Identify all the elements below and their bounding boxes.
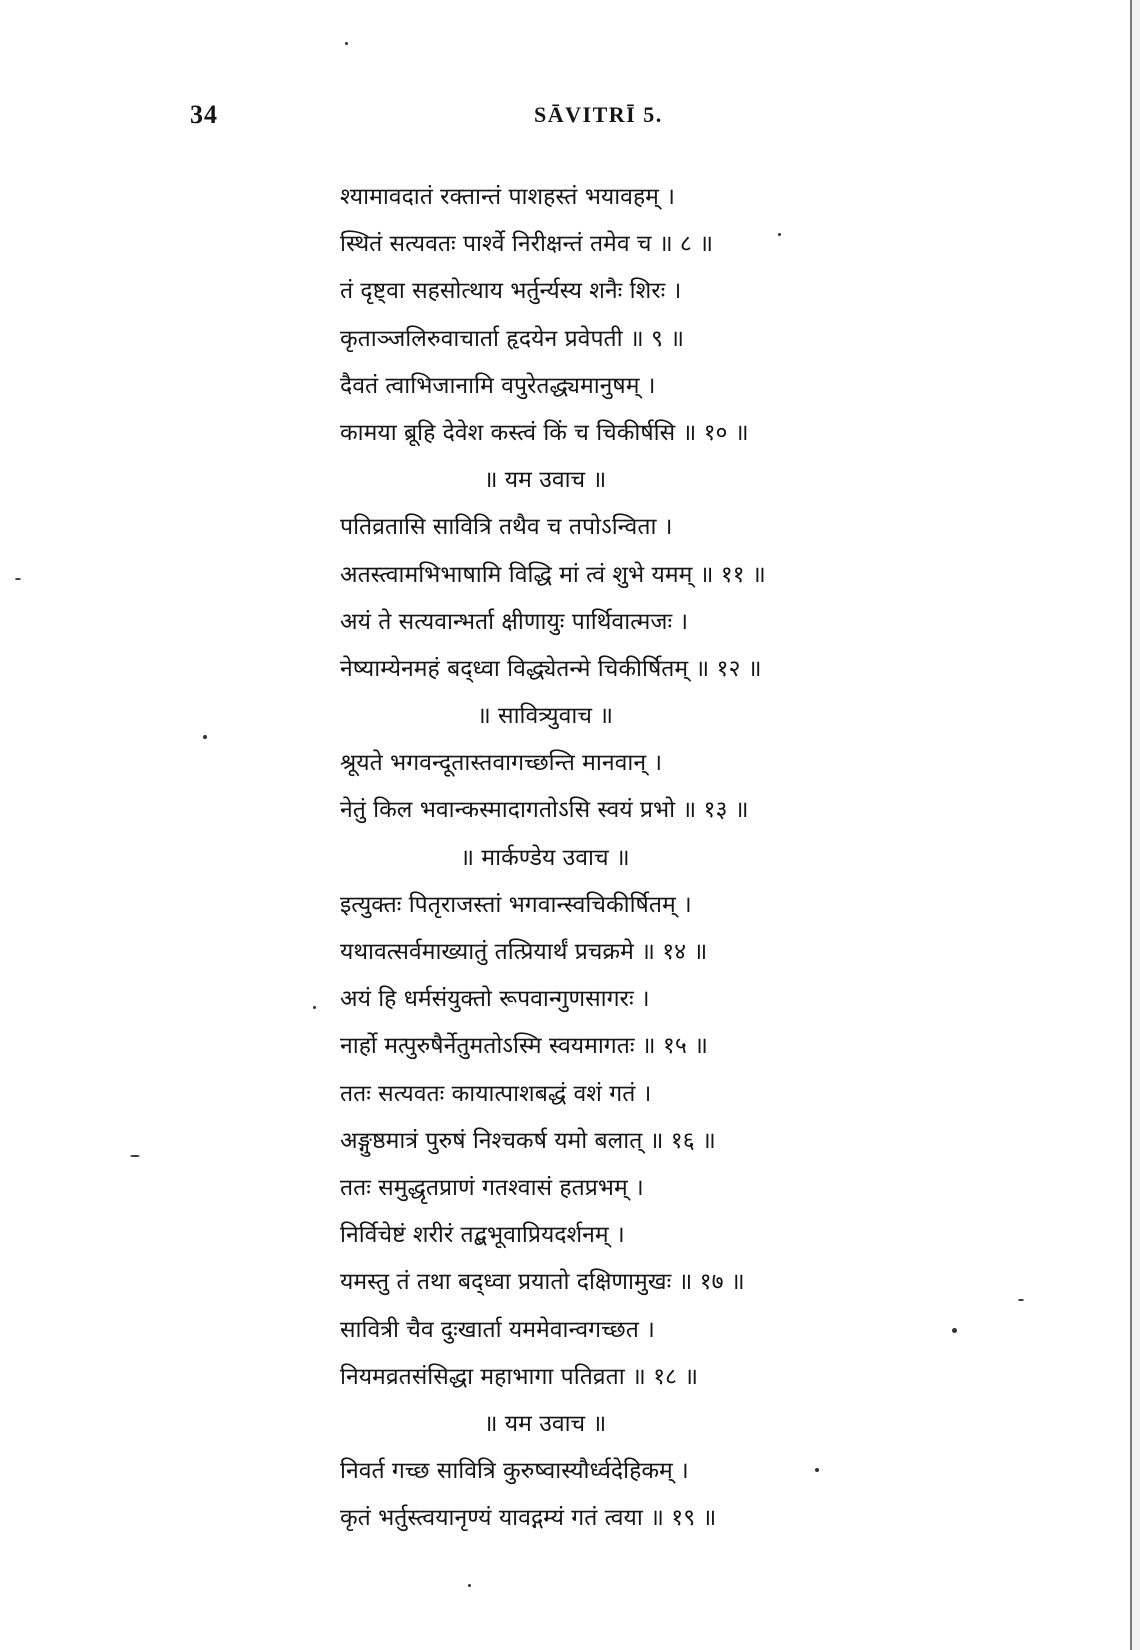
sanskrit-text-block <box>340 174 900 1542</box>
speaker-heading <box>340 835 900 882</box>
speaker-heading-text: ॥ मार्कण्डेय उवाच ॥ <box>460 844 630 871</box>
verse-line: श्रूयते भगवन्दूतास्तवागच्छन्ति मानवान् । <box>340 750 663 777</box>
speaker-heading <box>340 693 900 740</box>
print-speck <box>313 1006 316 1009</box>
print-speck <box>203 735 207 739</box>
page-edge <box>1130 0 1140 1650</box>
print-speck <box>15 578 21 580</box>
verse-line: अयं हि धर्मसंयुक्तो रूपवान्गुणसागरः । <box>340 986 650 1013</box>
verse-line: स्थितं सत्यवतः पार्श्वे निरीक्षन्तं तमेव च ॥ ८ ॥ <box>340 231 713 258</box>
speaker-heading <box>340 457 900 504</box>
verse-line: नियमव्रतसंसिद्धा महाभागा पतिव्रता ॥ १८ ॥ <box>340 1363 699 1390</box>
verse-line: दैवतं त्वाभिजानामि वपुरेतद्ध्यमानुषम् । <box>340 372 656 399</box>
verse-line: श्यामावदातं रक्तान्तं पाशहस्तं भयावहम् । <box>340 184 675 210</box>
verse-line: यमस्तु तं तथा बद्ध्वा प्रयातो दक्षिणामुखः ॥ १७ ॥ <box>340 1269 745 1296</box>
verse-line: कृताञ्जलिरुवाचार्ता हृदयेन प्रवेपती ॥ ९ ॥ <box>340 325 685 352</box>
speaker-heading-text: ॥ यम उवाच ॥ <box>483 467 607 494</box>
page-header <box>0 100 1140 130</box>
verse-line: तं दृष्ट्वा सहसोत्थाय भर्तुर्न्यस्य शनैः शिरः । <box>340 278 682 305</box>
print-speck <box>815 1468 819 1472</box>
print-speck <box>468 1584 471 1587</box>
verse-line: कामया ब्रूहि देवेश कस्त्वं किं च चिकीर्षसि ॥ १० ॥ <box>340 419 749 446</box>
page-number: 34 <box>190 100 218 129</box>
verse-line: पतिव्रतासि सावित्रि तथैव च तपोऽन्विता । <box>340 514 673 541</box>
speaker-heading-text: ॥ सावित्र्युवाच ॥ <box>476 703 614 730</box>
print-speck <box>345 42 348 45</box>
print-speck <box>130 1155 140 1157</box>
verse-line: निर्विचेष्टं शरीरं तद्बभूवाप्रियदर्शनम् । <box>340 1222 625 1249</box>
verse-line: अतस्त्वामभिभाषामि विद्धि मां त्वं शुभे यमम् ॥ ११ ॥ <box>340 561 766 588</box>
print-speck <box>1018 1299 1024 1301</box>
verse-line: ततः सत्यवतः कायात्पाशबद्धं वशं गतं । <box>340 1080 652 1107</box>
verse-line: अङ्गुष्ठमात्रं पुरुषं निश्चकर्ष यमो बलात् ॥ १६ ॥ <box>340 1127 716 1154</box>
verse-line: यथावत्सर्वमाख्यातुं तत्प्रियार्थं प्रचक्रमे ॥ १४ ॥ <box>340 939 708 965</box>
verse-line: ततः समुद्धृतप्राणं गतश्वासं हतप्रभम् । <box>340 1174 644 1201</box>
print-speck <box>952 1328 957 1333</box>
verse-line: सावित्री चैव दुःखार्ता यममेवान्वगच्छत । <box>340 1316 655 1343</box>
verse-line: इत्युक्तः पितृराजस्तां भगवान्स्वचिकीर्षितम् । <box>340 891 692 918</box>
speaker-heading-text: ॥ यम उवाच ॥ <box>483 1410 607 1437</box>
verse-line: नेतुं किल भवान्कस्मादागतोऽसि स्वयं प्रभो ॥ १३ ॥ <box>340 797 749 824</box>
running-title: SĀVITRĪ 5. <box>534 102 663 127</box>
verse-line: अयं ते सत्यवान्भर्ता क्षीणायुः पार्थिवात्मजः । <box>340 608 689 635</box>
verse-line: नार्हो मत्पुरुषैर्नेतुमतोऽस्मि स्वयमागतः ॥ १५ ॥ <box>340 1033 708 1060</box>
speaker-heading <box>340 1401 900 1448</box>
verse-line: कृतं भर्तुस्त्वयानृण्यं यावद्गम्यं गतं त्वया ॥ १९ ॥ <box>340 1505 717 1532</box>
verse-line: नेष्याम्येनमहं बद्ध्वा विद्ध्येतन्मे चिकीर्षितम् ॥ १२ ॥ <box>340 655 762 682</box>
verse-line: निवर्त गच्छ सावित्रि कुरुष्वास्यौर्ध्वदेहिकम् । <box>340 1458 689 1485</box>
print-speck <box>778 233 781 236</box>
